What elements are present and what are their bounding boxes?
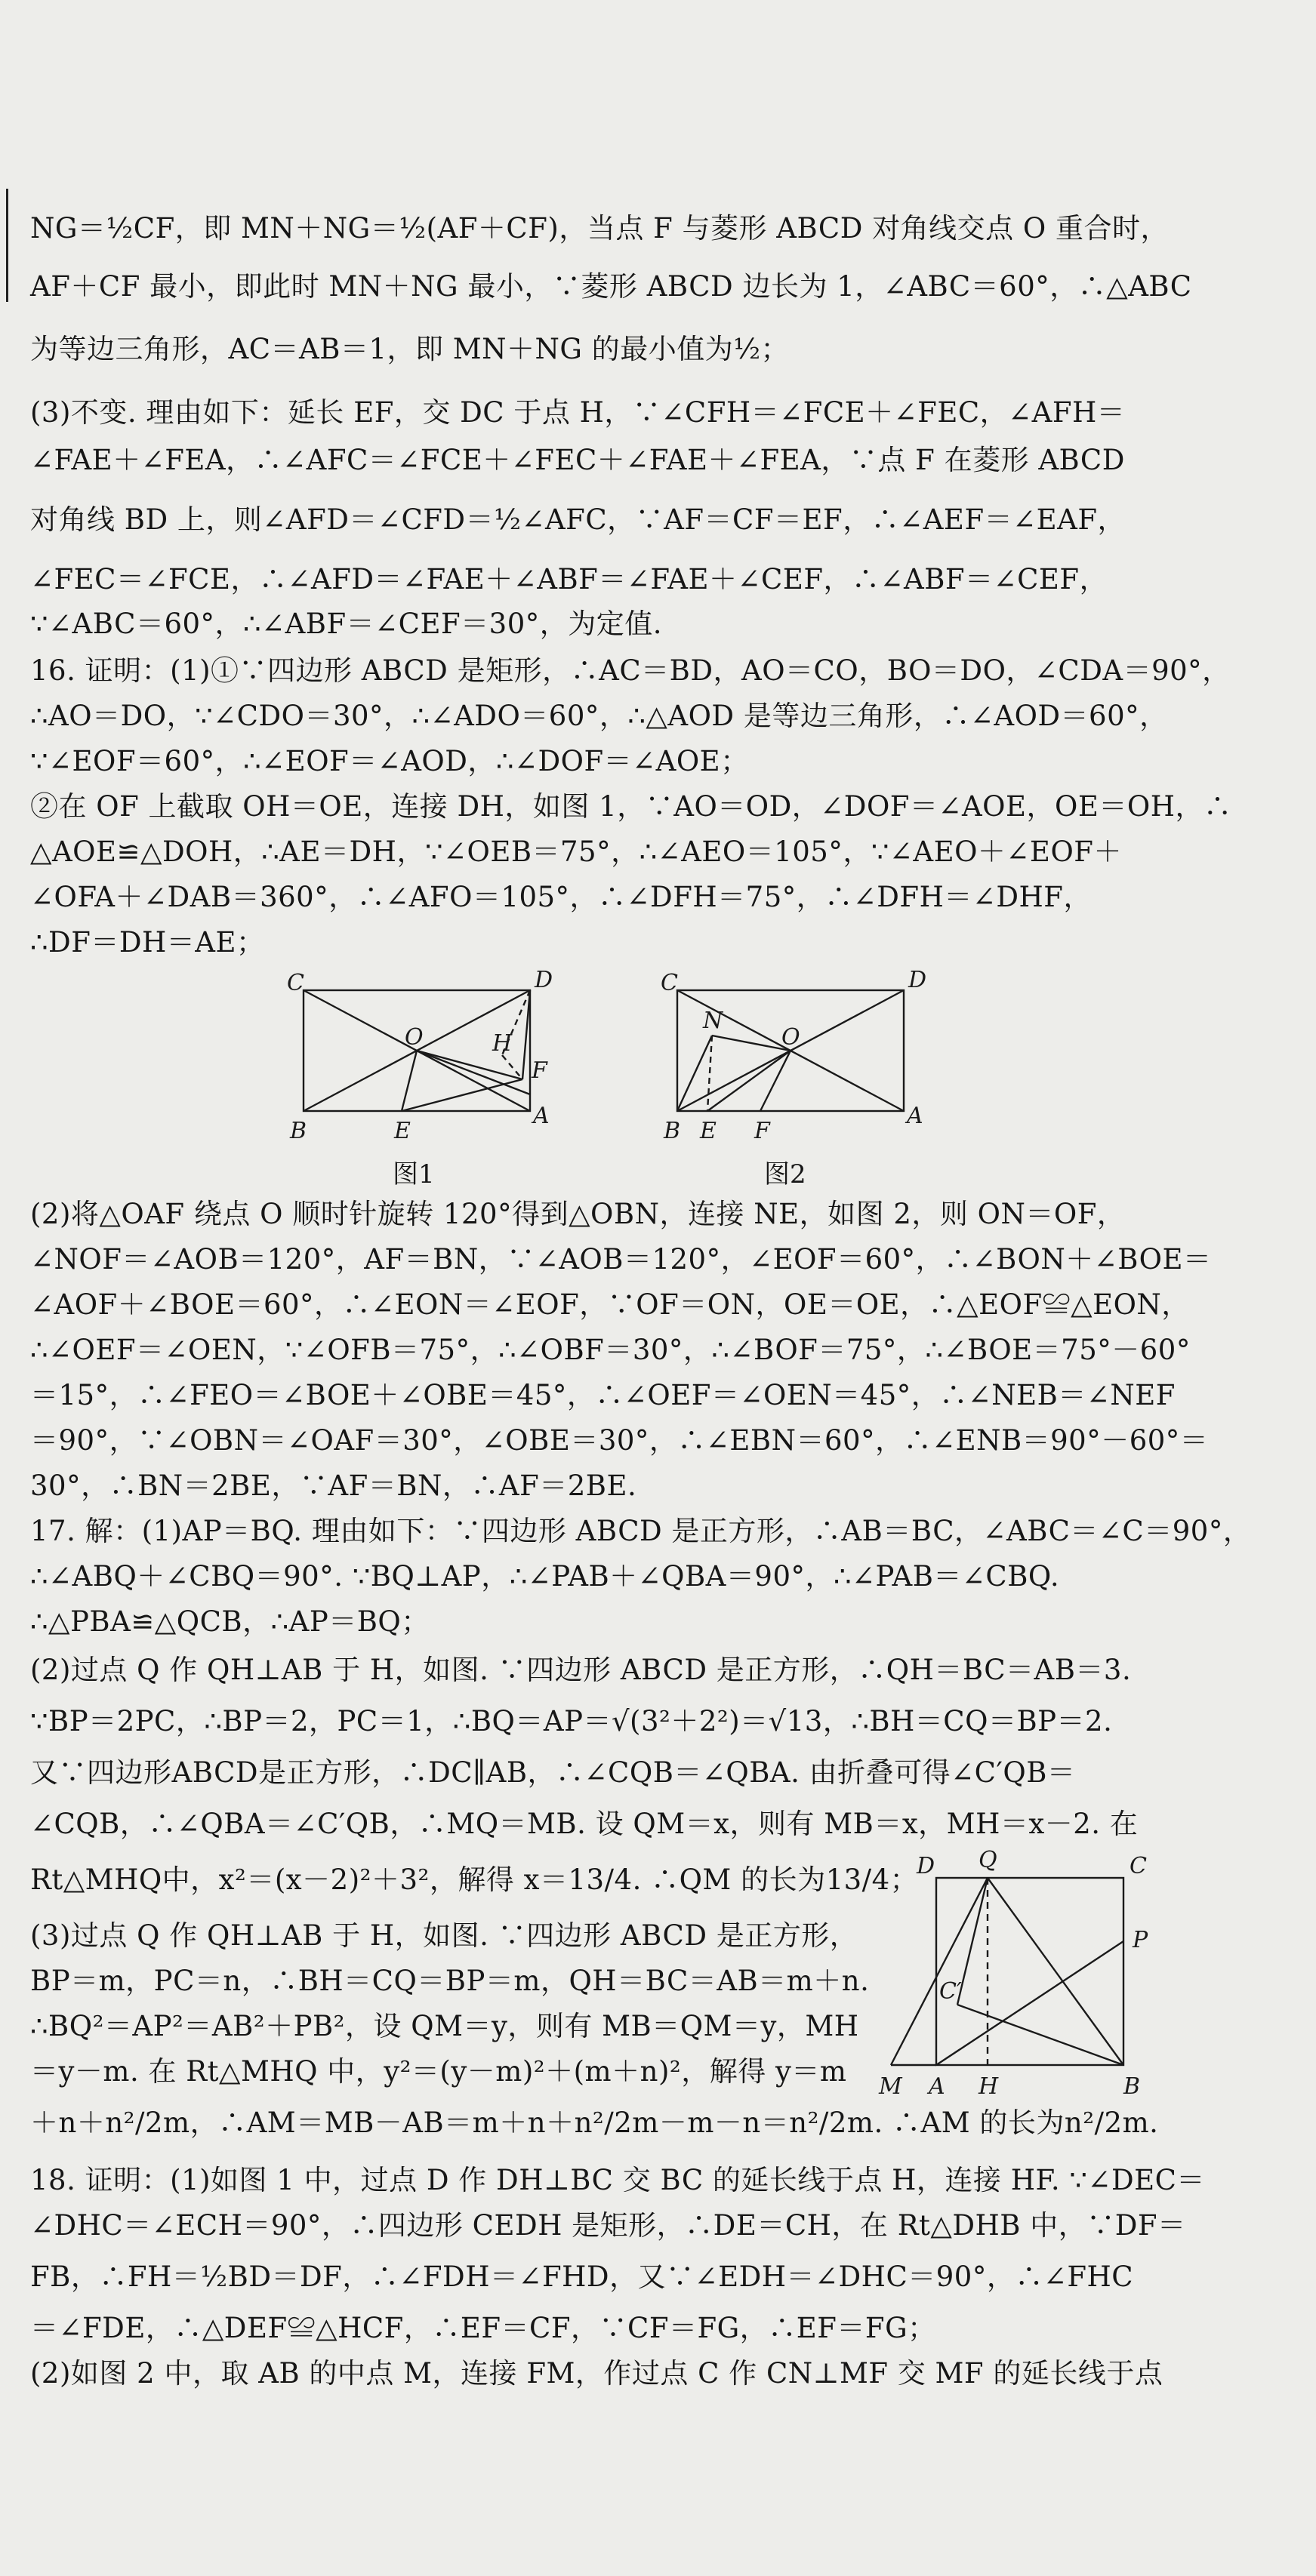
text-line: ∴△PBA≌△QCB，∴AP＝BQ； — [30, 1605, 430, 1638]
text-line: NG＝½CF，即 MN＋NG＝½(AF＋CF)，当点 F 与菱形 ABCD 对角线交点 O 重合时， — [30, 212, 1169, 245]
text-line: ＋n＋n²/2m，∴AM＝MB－AB＝m＋n＋n²/2m－m－n＝n²/2m. ∴AM 的长为n²/2m. — [30, 2107, 1159, 2139]
label-E: E — [700, 1118, 717, 1144]
label-M: M — [879, 2073, 902, 2098]
text-line: ∵∠EOF＝60°，∴∠EOF＝∠AOD，∴∠DOF＝∠AOE； — [30, 745, 749, 777]
text-line: ∠NOF＝∠AOB＝120°，AF＝BN，∵∠AOB＝120°，∠EOF＝60°，∴∠BON＋∠BOE＝ — [30, 1243, 1212, 1276]
label-A: A — [929, 2073, 945, 2098]
label-E: E — [394, 1118, 411, 1144]
text-line: (2)将△OAF 绕点 O 顺时针旋转 120°得到△OBN，连接 NE，如图 2，则 ON＝OF， — [30, 1198, 1126, 1230]
label-B: B — [664, 1118, 681, 1144]
text-line: (2)如图 2 中，取 AB 的中点 M，连接 FM，作过点 C 作 CN⊥MF 交 MF 的延长线于点 — [30, 2357, 1163, 2390]
text-line: ∠FAE＋∠FEA，∴∠AFC＝∠FCE＋∠FEC＋∠FAE＋∠FEA，∵点 F 在菱形 ABCD — [30, 444, 1125, 476]
label-F: F — [532, 1057, 547, 1084]
label-H: H — [979, 2073, 999, 2098]
text-line: Rt△MHQ中，x²＝(x－2)²＋3²，解得 x＝13/4. ∴QM 的长为13/4； — [30, 1864, 919, 1896]
text-line: (3)过点 Q 作 QH⊥AB 于 H，如图. ∵四边形 ABCD 是正方形， — [30, 1919, 858, 1952]
label-P: P — [1133, 1927, 1148, 1953]
text-line: ∠DHC＝∠ECH＝90°，∴四边形 CEDH 是矩形，∴DE＝CH，在 Rt△DHB 中，∵DF＝ — [30, 2209, 1186, 2242]
text-line: ∠FEC＝∠FCE，∴∠AFD＝∠FAE＋∠ABF＝∠FAE＋∠CEF，∴∠ABF＝∠CEF， — [30, 563, 1108, 596]
text-line: 又∵四边形ABCD是正方形，∴DC∥AB，∴∠CQB＝∠QBA. 由折叠可得∠C′QB＝ — [30, 1756, 1076, 1789]
text-line: ∵BP＝2PC，∴BP＝2，PC＝1，∴BQ＝AP＝√(3²＋2²)＝√13，∴BH＝CQ＝BP＝2. — [30, 1705, 1113, 1737]
label-F: F — [754, 1118, 770, 1144]
label-C: C — [1130, 1853, 1147, 1879]
text-line: ＝90°，∵∠OBN＝∠OAF＝30°，∠OBE＝30°，∴∠EBN＝60°，∴∠ENB＝90°－60°＝ — [30, 1424, 1209, 1457]
label-C: C — [661, 970, 678, 996]
label-B: B — [290, 1118, 307, 1144]
label-C: C — [287, 970, 304, 996]
problem-17-start: 17. 解：(1)AP＝BQ. 理由如下：∵四边形 ABCD 是正方形，∴AB＝BC，∠ABC＝∠C＝90°， — [30, 1515, 1252, 1547]
label-C-prime: C′ — [939, 1978, 962, 2005]
text-line: ∠CQB，∴∠QBA＝∠C′QB，∴MQ＝MB. 设 QM＝x，则有 MB＝x，MH＝x－2. 在 — [30, 1808, 1139, 1840]
text-line: ∴DF＝DH＝AE； — [30, 926, 265, 959]
text-line: ＝y－m. 在 Rt△MHQ 中，y²＝(y－m)²＋(m＋n)²，解得 y＝m — [30, 2055, 847, 2088]
label-O: O — [405, 1024, 424, 1051]
text-line: ∴∠ABQ＋∠CBQ＝90°. ∵BQ⊥AP，∴∠PAB＋∠QBA＝90°，∴∠PAB＝∠CBQ. — [30, 1560, 1060, 1593]
text-line: 为等边三角形，AC＝AB＝1，即 MN＋NG 的最小值为½； — [30, 333, 790, 365]
label-D: D — [908, 967, 927, 993]
text-line: ∴AO＝DO，∵∠CDO＝30°，∴∠ADO＝60°，∴△AOD 是等边三角形，∴∠AOD＝60°， — [30, 700, 1168, 732]
label-B: B — [1123, 2073, 1141, 2098]
text-line: BP＝m，PC＝n，∴BH＝CQ＝BP＝m，QH＝BC＝AB＝m＋n. — [30, 1965, 870, 1997]
label-D: D — [535, 967, 553, 993]
label-A: A — [533, 1103, 550, 1129]
text-line: ②在 OF 上截取 OH＝OE，连接 DH，如图 1，∵AO＝OD，∠DOF＝∠AOE，OE＝OH，∴ — [30, 790, 1232, 823]
label-D: D — [917, 1853, 935, 1879]
label-Q: Q — [979, 1847, 997, 1873]
label-A: A — [907, 1103, 923, 1129]
text-line: (3)不变. 理由如下：延长 EF，交 DC 于点 H，∵∠CFH＝∠FCE＋∠FEC，∠AFH＝ — [30, 396, 1126, 429]
figure-1-caption: 图1 — [393, 1159, 435, 1190]
text-line: ∴∠OEF＝∠OEN，∵∠OFB＝75°，∴∠OBF＝30°，∴∠BOF＝75°，∴∠BOE＝75°－60° — [30, 1334, 1191, 1366]
text-line: FB，∴FH＝½BD＝DF，∴∠FDH＝∠FHD，又∵∠EDH＝∠DHC＝90°，∴∠FHC — [30, 2261, 1134, 2293]
text-line: △AOE≌△DOH，∴AE＝DH，∵∠OEB＝75°，∴∠AEO＝105°，∵∠AEO＋∠EOF＋ — [30, 836, 1122, 868]
text-line: (2)过点 Q 作 QH⊥AB 于 H，如图. ∵四边形 ABCD 是正方形，∴QH＝BC＝AB＝3. — [30, 1654, 1132, 1686]
figure-2 — [661, 966, 948, 1147]
label-H: H — [492, 1030, 513, 1057]
text-line: ∵∠ABC＝60°，∴∠ABF＝∠CEF＝30°，为定值. — [30, 608, 662, 640]
text-line: ＝∠FDE，∴△DEF≌△HCF，∴EF＝CF，∵CF＝FG，∴EF＝FG； — [30, 2312, 936, 2344]
label-O: O — [781, 1024, 800, 1051]
text-line: ∠AOF＋∠BOE＝60°，∴∠EON＝∠EOF，∵OF＝ON，OE＝OE，∴△EOF≌△EON， — [30, 1288, 1190, 1321]
problem-18-start: 18. 证明：(1)如图 1 中，过点 D 作 DH⊥BC 交 BC 的延长线于点 H，连接 HF. ∵∠DEC＝ — [30, 2164, 1205, 2196]
label-N: N — [703, 1008, 723, 1034]
text-line: 对角线 BD 上，则∠AFD＝∠CFD＝½∠AFC，∵AF＝CF＝EF，∴∠AEF＝∠EAF， — [30, 503, 1126, 536]
figure-3 — [876, 1842, 1276, 2098]
text-line: AF＋CF 最小，即此时 MN＋NG 最小，∵菱形 ABCD 边长为 1，∠ABC＝60°，∴△ABC — [30, 270, 1192, 303]
problem-16-start: 16. 证明：(1)①∵四边形 ABCD 是矩形，∴AC＝BD，AO＝CO，BO＝DO，∠CDA＝90°， — [30, 654, 1231, 687]
text-line: 30°，∴BN＝2BE，∵AF＝BN，∴AF＝2BE. — [30, 1470, 637, 1502]
margin-mark — [6, 189, 8, 302]
text-line: ∠OFA＋∠DAB＝360°，∴∠AFO＝105°，∴∠DFH＝75°，∴∠DFH＝∠DHF， — [30, 881, 1092, 913]
figure-1 — [287, 966, 574, 1147]
text-line: ∴BQ²＝AP²＝AB²＋PB²，设 QM＝y，则有 MB＝QM＝y，MH — [30, 2010, 859, 2042]
figure-2-caption: 图2 — [764, 1159, 806, 1190]
text-line: ＝15°，∴∠FEO＝∠BOE＋∠OBE＝45°，∴∠OEF＝∠OEN＝45°，∴∠NEB＝∠NEF — [30, 1379, 1176, 1411]
